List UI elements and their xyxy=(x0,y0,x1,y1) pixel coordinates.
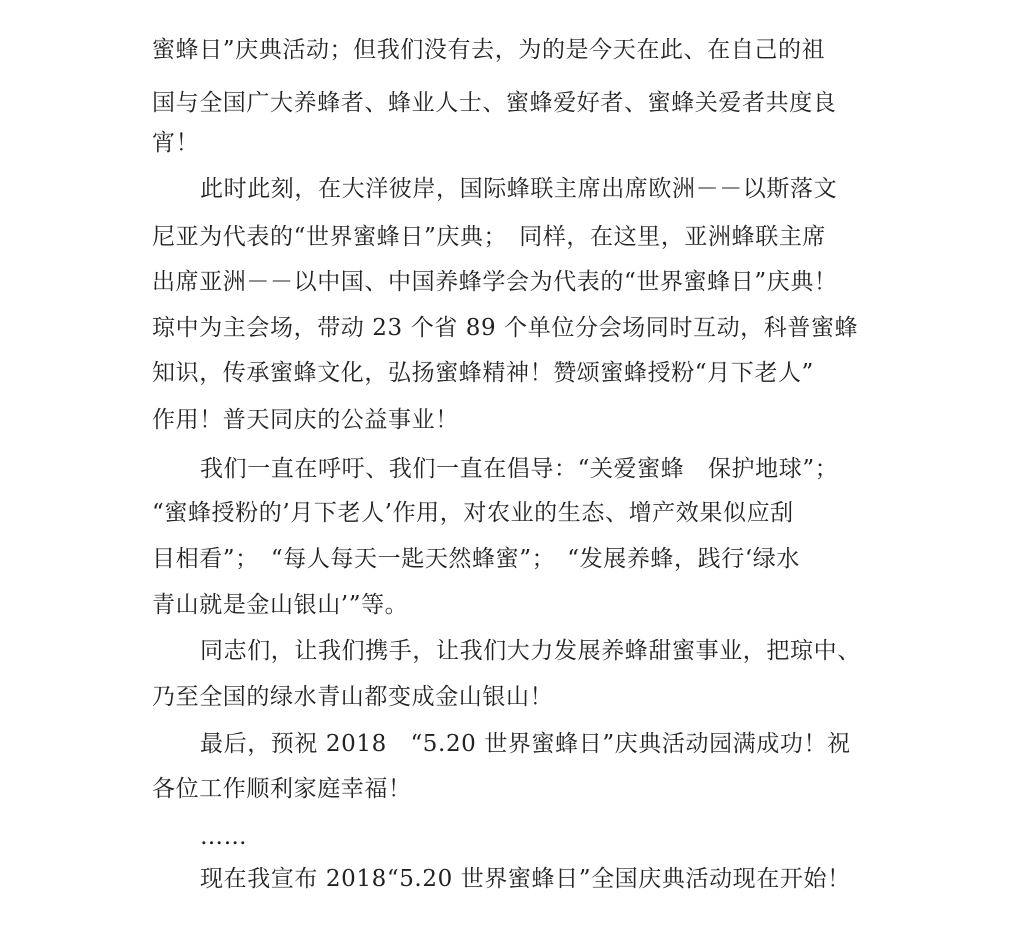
text-line: 目相看”； “每人每天一匙天然蜂蜜”； “发展养蜂，践行‘绿水 xyxy=(152,546,800,572)
ellipsis-line: …… xyxy=(200,824,248,850)
text-line: 乃至全国的绿水青山都变成金山银山！ xyxy=(152,684,554,710)
text-line: 作用！普天同庆的公益事业！ xyxy=(152,407,459,433)
text-line: 宵！ xyxy=(152,130,200,156)
text-line: 出席亚洲－－以中国、中国养蜂学会为代表的“世界蜜蜂日”庆典！ xyxy=(152,269,838,295)
text-line: 琼中为主会场，带动 23 个省 89 个单位分会场同时互动，科普蜜蜂 xyxy=(152,315,859,341)
text-line: 青山就是金山银山’”等。 xyxy=(152,592,409,618)
text-line: 尼亚为代表的“世界蜜蜂日”庆典； 同样，在这里，亚洲蜂联主席 xyxy=(152,224,827,250)
text-line: 现在我宣布 2018“5.20 世界蜜蜂日”全国庆典活动现在开始！ xyxy=(200,866,851,892)
text-line: 国与全国广大养蜂者、蜂业人士、蜜蜂爱好者、蜜蜂关爱者共度良 xyxy=(152,90,837,116)
text-line: 我们一直在呼吁、我们一直在倡导：“关爱蜜蜂 保护地球”； xyxy=(200,456,839,482)
text-line: 最后，预祝 2018 “5.20 世界蜜蜂日”庆典活动园满成功！祝 xyxy=(200,731,851,757)
text-line: 知识，传承蜜蜂文化，弘扬蜜蜂精神！赞颂蜜蜂授粉“月下老人” xyxy=(152,360,814,386)
text-line: 此时此刻，在大洋彼岸，国际蜂联主席出席欧洲－－以斯落文 xyxy=(200,176,838,202)
text-line: 同志们，让我们携手，让我们大力发展养蜂甜蜜事业，把琼中、 xyxy=(200,638,861,664)
text-line: 蜜蜂日”庆典活动；但我们没有去，为的是今天在此、在自己的祖 xyxy=(152,37,826,63)
text-line: “蜜蜂授粉的’月下老人’作用，对农业的生态、增产效果似应刮 xyxy=(152,500,794,526)
text-line: 各位工作顺利家庭幸福！ xyxy=(152,776,412,802)
